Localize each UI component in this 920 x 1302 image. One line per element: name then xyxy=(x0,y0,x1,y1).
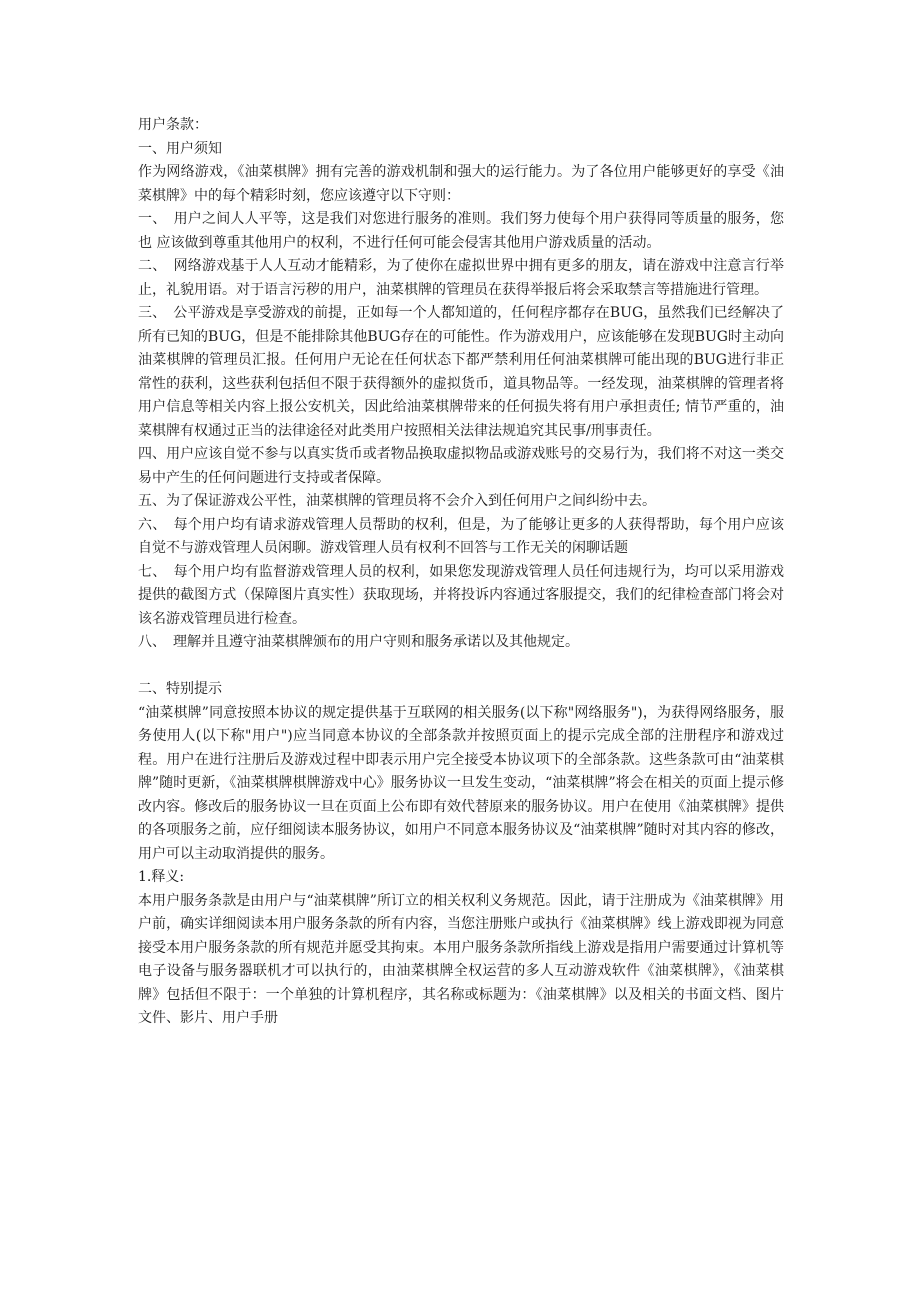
rule-2: 二、 网络游戏基于人人互动才能精彩，为了使你在虚拟世界中拥有更多的朋友，请在游戏中注意言行举止，礼貌用语。对于语言污秽的用户，油菜棋牌的管理员在获得举报后将会采取禁言等措施进行管理。 xyxy=(138,258,784,298)
rule-8: 八、 理解并且遵守油菜棋牌颁布的用户守则和服务承诺以及其他规定。 xyxy=(138,634,579,650)
section-heading-user-notice: 一、用户须知 xyxy=(138,140,222,157)
section-heading-definitions: 1.释义: xyxy=(138,869,185,885)
rule-3: 三、 公平游戏是享受游戏的前提，正如每一个人都知道的，任何程序都存在BUG，虽然我们已经解决了所有已知的BUG，但是不能排除其他BUG存在的可能性。作为游戏用户，应该能够在发现BUG时主动向油菜棋牌的管理员汇报。任何用户无论在任何状态下都严禁利用任何油菜棋牌可能出现的BUG进行非正常性的获利，这些获利包括但不限于获得额外的虚拟货币，道具物品等。一经发现，油菜棋牌的管理者将用户信息等相关内容上报公安机关，因此给油菜棋牌带来的任何损失将有用户承担责任; 情节严重的，油菜棋牌有权通过正当的法律途径对此类用户按照相关法律法规追究其民事/刑事责任。 xyxy=(138,305,784,439)
document-title: 用户条款： xyxy=(138,117,208,133)
paragraph-intro: 作为网络游戏，《油菜棋牌》拥有完善的游戏机制和强大的运行能力。为了各位用户能够更好的享受《油菜棋牌》中的每个精彩时刻，您应该遵守以下守则： xyxy=(138,164,784,204)
section-heading-special-notice: 二、特别提示 xyxy=(138,681,222,697)
document-page xyxy=(138,114,784,1031)
rule-7: 七、 每个用户均有监督游戏管理人员的权利，如果您发现游戏管理人员任何违规行为，均可以采用游戏提供的截图方式（保障图片真实性）获取现场，并将投诉内容通过客服提交，我们的纪律检查部门将会对该名游戏管理员进行检查。 xyxy=(138,563,784,627)
blank-line xyxy=(138,655,784,679)
paragraph-special-notice: “油菜棋牌”同意按照本协议的规定提供基于互联网的相关服务(以下称"网络服务")，为获得网络服务，服务使用人(以下称"用户")应当同意本协议的全部条款并按照页面上的提示完成全部的注册程序和游戏过程。用户在进行注册后及游戏过程中即表示用户完全接受本协议项下的全部条款。这些条款可由“油菜棋牌”随时更新，《油菜棋牌棋牌游戏中心》服务协议一旦发生变动，“油菜棋牌”将会在相关的页面上提示修改内容。修改后的服务协议一旦在页面上公布即有效代替原来的服务协议。用户在使用《油菜棋牌》提供的各项服务之前，应仔细阅读本服务协议，如用户不同意本服务协议及“油菜棋牌”随时对其内容的修改，用户可以主动取消提供的服务。 xyxy=(138,704,784,862)
rule-1: 一、 用户之间人人平等，这是我们对您进行服务的准则。我们努力使每个用户获得同等质量的服务，您也 应该做到尊重其他用户的权利，不进行任何可能会侵害其他用户游戏质量的活动。 xyxy=(138,211,784,251)
rule-6: 六、 每个用户均有请求游戏管理人员帮助的权利，但是，为了能够让更多的人获得帮助，每个用户应该自觉不与游戏管理人员闲聊。游戏管理人员有权利不回答与工作无关的闲聊话题 xyxy=(138,516,784,556)
rule-5: 五、为了保证游戏公平性，油菜棋牌的管理员将不会介入到任何用户之间纠纷中去。 xyxy=(138,493,656,509)
rule-4: 四、用户应该自觉不参与以真实货币或者物品换取虚拟物品或游戏账号的交易行为，我们将不对这一类交易中产生的任何问题进行支持或者保障。 xyxy=(138,446,784,486)
paragraph-definitions: 本用户服务条款是由用户与“油菜棋牌”所订立的相关权利义务规范。因此，请于注册成为《油菜棋牌》用户前，确实详细阅读本用户服务条款的所有内容，当您注册账户或执行《油菜棋牌》线上游戏即视为同意接受本用户服务条款的所有规范并愿受其拘束。本用户服务条款所指线上游戏是指用户需要通过计算机等电子设备与服务器联机才可以执行的，由油菜棋牌全权运营的多人互动游戏软件《油菜棋牌》，《油菜棋牌》包括但不限于：一个单独的计算机程序，其名称或标题为：《油菜棋牌》以及相关的书面文档、图片文件、影片、用户手册 xyxy=(138,892,784,1026)
